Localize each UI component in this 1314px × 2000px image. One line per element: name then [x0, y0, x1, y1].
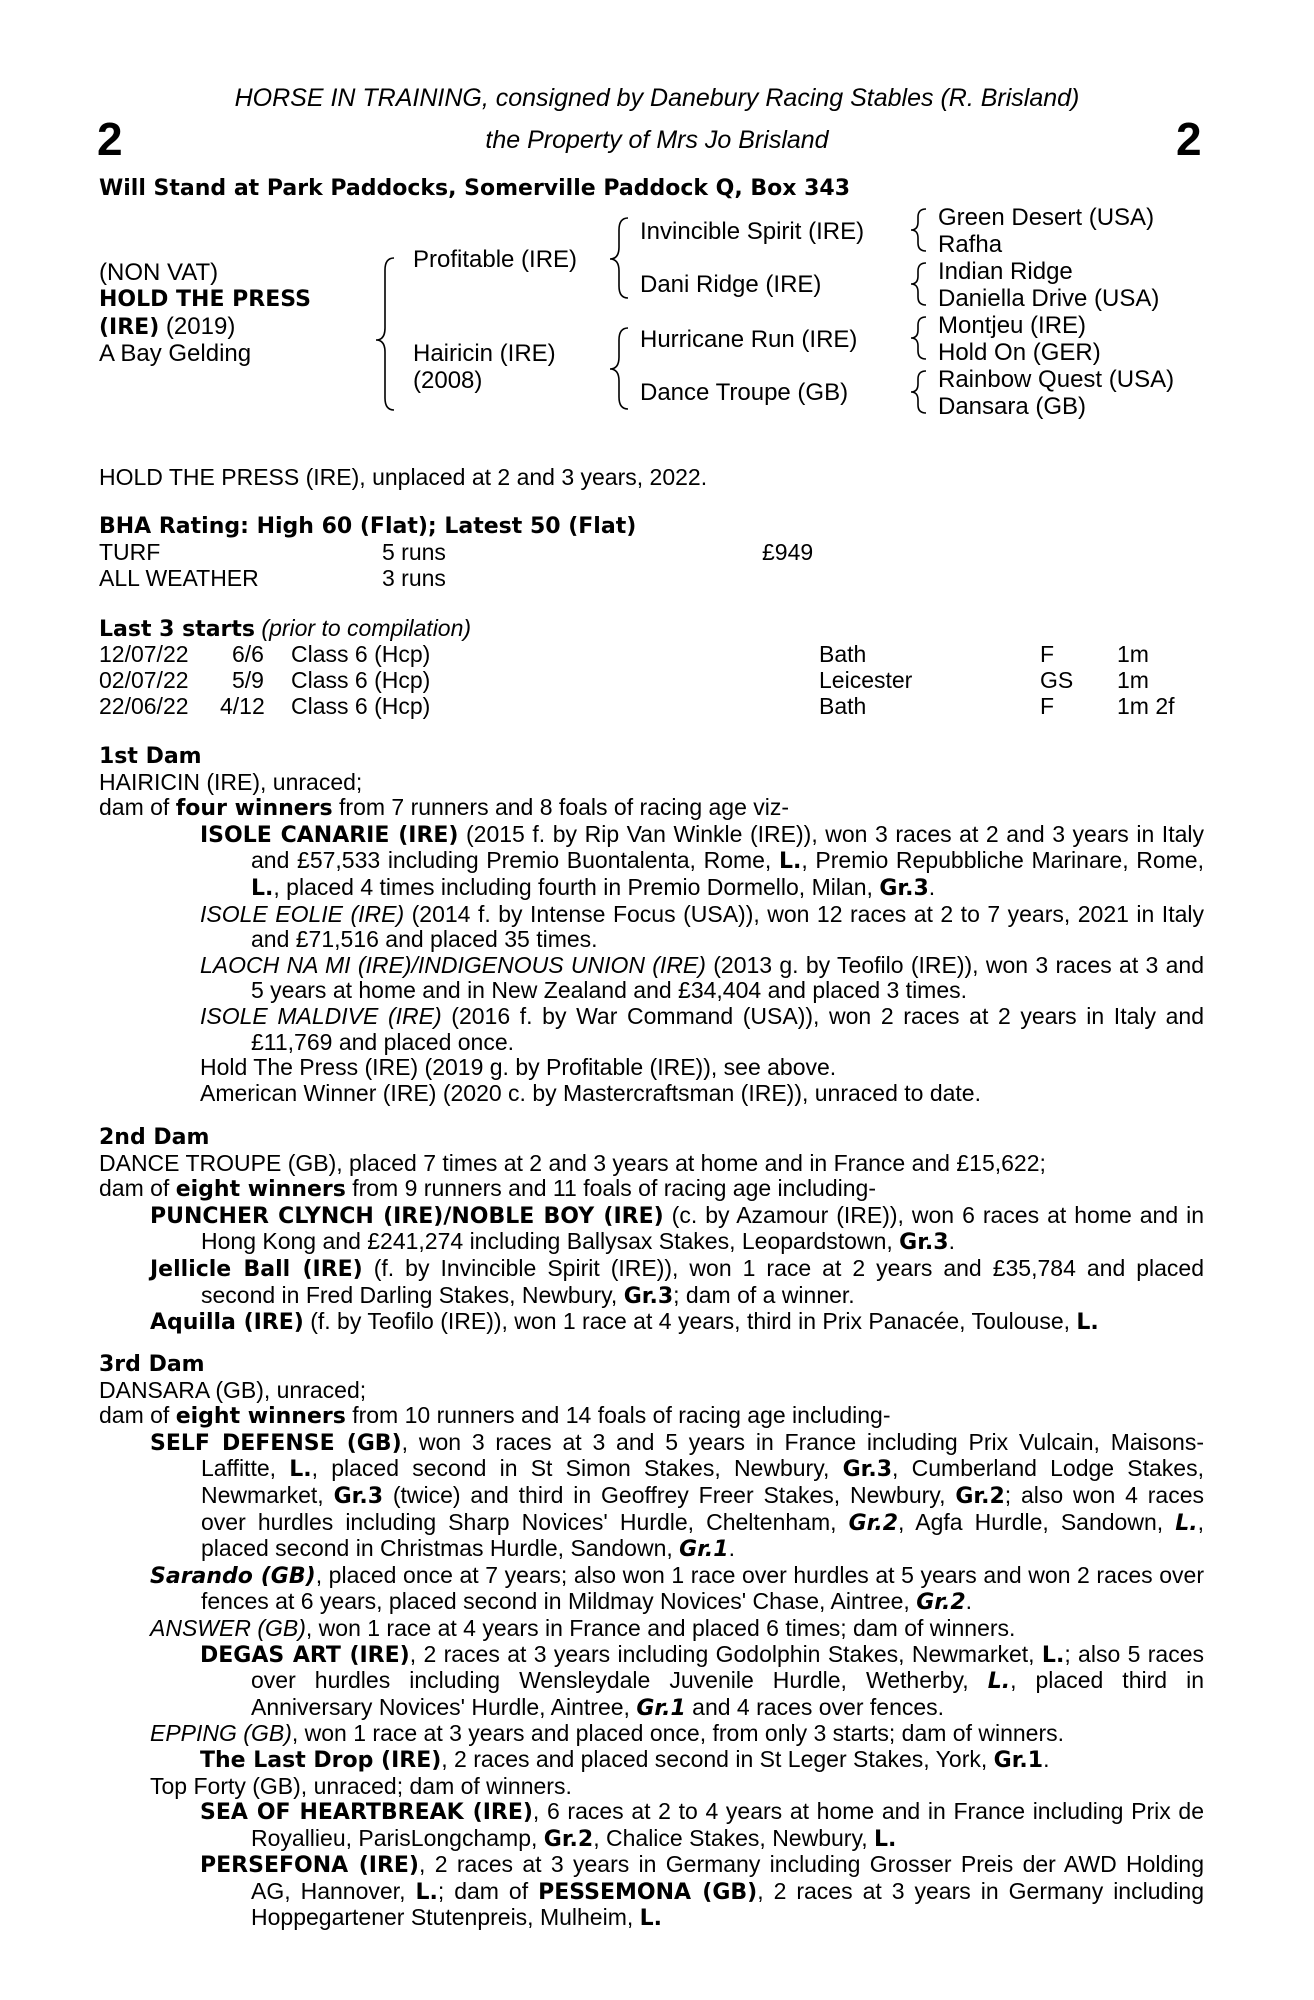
entry-text: , placed third in Anniversary Novices' Hurdle, Aintree, [251, 1667, 1204, 1720]
entry-text: , placed second in Christmas Hurdle, Sandown, [201, 1508, 1204, 1562]
first-dam-produce [99, 795, 1204, 822]
start-position: 4/12 [220, 693, 265, 719]
entry-text: ; dam of a winner. [673, 1281, 855, 1308]
entry-name: ANSWER (GB) [150, 1614, 306, 1641]
produce-detail: from 7 runners and 8 foals of racing age viz- [332, 794, 790, 821]
gg-8: Dansara (GB) [938, 393, 1087, 420]
entry-text: , placed second in St Simon Stakes, Newbury, [311, 1455, 843, 1482]
dam-year: (2008) [413, 367, 483, 394]
racing-summary: HOLD THE PRESS (IRE), unplaced at 2 and 3 years, 2022. [99, 464, 708, 490]
entry-text: (2015 f. by Rip Van Winkle (IRE)), won 3 races at 2 and 3 years in Italy and £57,533 including Premio Buontalenta, Rome, [251, 820, 1204, 874]
gg-3: Indian Ridge [938, 258, 1073, 285]
entry-text: , won 1 race at 3 years and placed once, from only 3 starts; dam of winners. [291, 1720, 1065, 1747]
group-mark: Gr.3 [879, 875, 929, 901]
produce-entry [150, 1256, 1204, 1309]
entry-name: Aquilla (IRE) [150, 1310, 304, 1336]
last-starts-note: (prior to compilation) [255, 615, 472, 641]
start-course: Bath [819, 641, 867, 667]
start-position: 5/9 [232, 667, 264, 693]
last-starts-title [99, 616, 471, 643]
entry-name: SEA OF HEARTBREAK (IRE) [200, 1800, 533, 1826]
group-mark: Gr.2 [955, 1483, 1005, 1509]
start-race: Class 6 (Hcp) [291, 693, 431, 719]
entry-text: , won 1 race at 4 years in France and placed 6 times; dam of winners. [305, 1614, 1016, 1641]
start-date: 22/06/22 [99, 693, 189, 719]
start-going: F [1040, 693, 1055, 719]
entry-name: PERSEFONA (IRE) [200, 1853, 419, 1879]
consignor-line: HORSE IN TRAINING, consigned by Danebury Racing Stables (R. Brisland) [234, 84, 1080, 112]
second-dam-produce [99, 1176, 1204, 1203]
entry-text: (f. by Invincible Spirit (IRE)), won 1 race at 2 years and £35,784 and placed second in Fred Darling Stakes, Newbury, [201, 1254, 1205, 1308]
jumps-listed-mark: L. [1175, 1510, 1198, 1536]
entry-text: . [928, 873, 936, 900]
second-dam-heading: 2nd Dam [99, 1125, 210, 1150]
entry-name: The Last Drop (IRE) [200, 1747, 442, 1773]
gg-4: Daniella Drive (USA) [938, 285, 1160, 312]
produce-entry [200, 1004, 1204, 1055]
vat-status: (NON VAT) [99, 259, 219, 286]
gg-2: Rafha [938, 231, 1003, 258]
entry-name: DEGAS ART (IRE) [200, 1642, 410, 1668]
group-mark: Gr.1 [993, 1747, 1044, 1773]
entry-text: , Premio Repubbliche Marinare, Rome, [801, 847, 1204, 874]
group-mark: Gr.3 [899, 1230, 949, 1256]
entry-name: Sarando (GB) [150, 1563, 316, 1589]
listed-mark: L. [639, 1906, 663, 1932]
entry-text: (2016 f. by War Command (USA)), won 2 races at 2 years in Italy and £11,769 and placed once. [251, 1002, 1204, 1055]
entry-text: (f. by Teofilo (IRE)), won 1 race at 4 years, third in Prix Panacée, Toulouse, [303, 1308, 1077, 1335]
gg-6: Hold On (GER) [938, 339, 1101, 366]
start-course: Leicester [819, 667, 913, 693]
dam: Hairicin (IRE) [413, 340, 556, 367]
jumps-group-mark: Gr.2 [848, 1510, 899, 1536]
produce-entry: Top Forty (GB), unraced; dam of winners. [150, 1772, 572, 1799]
entry-name: Jellicle Ball (IRE) [150, 1256, 363, 1282]
gg-1: Green Desert (USA) [938, 204, 1155, 231]
grand-produce-entry [200, 1642, 1204, 1722]
entry-text: , 6 races at 2 to 4 years at home and in France including Prix de Royallieu, ParisLongchamp, [251, 1798, 1204, 1851]
listed-mark: L. [874, 1826, 897, 1852]
start-distance: 1m [1117, 667, 1149, 693]
produce-detail: from 10 runners and 14 foals of racing age including- [345, 1402, 891, 1429]
listed-mark: L. [1041, 1642, 1065, 1668]
rating-runs: 5 runs [382, 539, 446, 565]
first-dam-line: HAIRICIN (IRE), unraced; [99, 768, 363, 795]
lot-number-left: 2 [97, 113, 123, 165]
entry-text: . [1043, 1745, 1050, 1772]
entry-text: . [965, 1588, 973, 1615]
jumps-group-mark: Gr.1 [679, 1537, 729, 1563]
gg-5: Montjeu (IRE) [938, 312, 1087, 339]
produce-detail: from 9 runners and 11 foals of racing age including- [345, 1175, 876, 1202]
jumps-group-mark: Gr.2 [916, 1590, 966, 1616]
rating-surface: TURF [99, 539, 161, 565]
entry-text: , placed 4 times including fourth in Premio Dormello, Milan, [273, 873, 880, 900]
second-dam-line: DANCE TROUPE (GB), placed 7 times at 2 and 3 years at home and in France and £15,622; [99, 1149, 1046, 1176]
produce-entry [150, 1309, 1204, 1336]
winner-count: four winners [175, 796, 333, 822]
produce-entry [150, 1721, 1204, 1747]
entry-text: (c. by Azamour (IRE)), won 6 races at home and in Hong Kong and £241,274 including Ballysax Stakes, Leopardstown, [201, 1201, 1205, 1255]
start-distance: 1m [1117, 641, 1149, 667]
dam-of: dam of [99, 1175, 176, 1202]
start-race: Class 6 (Hcp) [291, 667, 431, 693]
group-mark: Gr.3 [333, 1483, 383, 1509]
entry-text: ; also won 4 races over hurdles including Sharp Novices' Hurdle, Cheltenham, [201, 1481, 1204, 1535]
group-mark: Gr.3 [842, 1457, 893, 1483]
start-date: 12/07/22 [99, 641, 189, 667]
listed-mark: L. [289, 1457, 312, 1483]
entry-text: , 2 races at 3 years in Germany including Grosser Preis der AWD Holding AG, Hannover, [251, 1851, 1205, 1904]
entry-text: , placed once at 7 years; also won 1 race over hurdles at 5 years and won 2 races over fences at 6 years, placed second in Mildmay Novices' Chase, Aintree, [201, 1561, 1204, 1615]
listed-mark: L. [778, 849, 802, 875]
start-distance: 1m 2f [1117, 693, 1175, 719]
third-dam-section [99, 1352, 1204, 1932]
produce-entry: Hold The Press (IRE) (2019 g. by Profitable (IRE)), see above. [200, 1054, 837, 1081]
produce-entry [150, 1430, 1204, 1563]
last-starts-heading: Last 3 starts [99, 617, 256, 642]
listed-mark: L. [1076, 1310, 1099, 1336]
dam-sire: Hurricane Run (IRE) [640, 326, 858, 353]
third-dam-line: DANSARA (GB), unraced; [99, 1376, 367, 1403]
grand-produce-entry [200, 1799, 1204, 1852]
entry-text: , won 3 races at 3 and 5 years in France including Prix Vulcain, Maisons-Laffitte, [201, 1428, 1204, 1482]
sire-sire: Invincible Spirit (IRE) [640, 218, 865, 245]
bha-rating: BHA Rating: High 60 (Flat); Latest 50 (Flat) [99, 514, 637, 539]
lot-number-right: 2 [1176, 113, 1202, 165]
jumps-group-mark: Gr.1 [636, 1695, 686, 1721]
entry-name: ISOLE EOLIE (IRE) [200, 900, 405, 927]
winner-count: eight winners [175, 1177, 346, 1203]
grand-produce-entry [200, 1747, 1204, 1774]
sire: Profitable (IRE) [413, 246, 578, 273]
entry-text: (2013 g. by Teofilo (IRE)), won 3 races at 3 and 5 years at home and in New Zealand and £34,404 and placed 3 times. [251, 951, 1204, 1004]
first-dam-section [99, 744, 1204, 1106]
dam-dam: Dance Troupe (GB) [640, 379, 849, 406]
entry-text: and 4 races over fences. [685, 1693, 945, 1720]
entry-text: ; dam of [437, 1877, 539, 1904]
entry-name: LAOCH NA MI (IRE)/INDIGENOUS UNION (IRE) [200, 951, 706, 978]
start-going: F [1040, 641, 1055, 667]
produce-entry [200, 902, 1204, 953]
dam-of: dam of [99, 1402, 176, 1429]
group-mark: Gr.2 [543, 1826, 594, 1852]
entry-text: (twice) and third in Geoffrey Freer Stakes, Newbury, [383, 1481, 956, 1508]
horse-name: HOLD THE PRESS [99, 287, 311, 312]
entry-text: , Chalice Stakes, Newbury, [593, 1824, 875, 1851]
listed-mark: L. [251, 875, 274, 901]
property-line: the Property of Mrs Jo Brisland [485, 126, 829, 154]
entry-text: ; also 5 races over hurdles including Wensleydale Juvenile Hurdle, Wetherby, [251, 1640, 1204, 1694]
produce-entry [150, 1563, 1204, 1616]
dam-of: dam of [99, 794, 176, 821]
horse-name-suffix: (IRE) [99, 315, 160, 340]
start-going: GS [1040, 667, 1074, 693]
entry-text: , 2 races at 3 years in Germany including Hoppegartener Stutenpreis, Mulheim, [251, 1877, 1204, 1931]
group-mark: Gr.3 [623, 1283, 674, 1309]
start-course: Bath [819, 693, 867, 719]
entry-text: . [948, 1228, 955, 1255]
start-race: Class 6 (Hcp) [291, 641, 431, 667]
produce-entry [150, 1203, 1204, 1256]
entry-text: , Cumberland Lodge Stakes, Newmarket, [201, 1455, 1204, 1508]
produce-entry [200, 953, 1204, 1004]
first-dam-heading: 1st Dam [99, 744, 202, 769]
grand-produce-entry [200, 1852, 1204, 1932]
listed-mark: L. [415, 1879, 438, 1905]
rating-prize: £949 [762, 539, 814, 565]
entry-name: PESSEMONA (GB) [538, 1879, 758, 1905]
entry-text: , Agfa Hurdle, Sandown, [898, 1508, 1176, 1535]
entry-name: SELF DEFENSE (GB) [150, 1430, 402, 1456]
produce-entry [200, 822, 1204, 902]
sire-dam: Dani Ridge (IRE) [640, 271, 822, 298]
start-date: 02/07/22 [99, 667, 189, 693]
entry-name: EPPING (GB) [150, 1720, 292, 1747]
third-dam-heading: 3rd Dam [99, 1352, 205, 1377]
jumps-listed-mark: L. [987, 1669, 1011, 1695]
entry-text: . [728, 1535, 735, 1562]
produce-entry: American Winner (IRE) (2020 c. by Mastercraftsman (IRE)), unraced to date. [200, 1079, 981, 1106]
stable-location: Will Stand at Park Paddocks, Somerville Paddock Q, Box 343 [99, 176, 851, 201]
third-dam-produce [99, 1403, 1204, 1430]
second-dam-section [99, 1125, 1204, 1336]
rating-surface: ALL WEATHER [99, 565, 259, 591]
horse-year: (2019) [159, 313, 236, 340]
start-position: 6/6 [232, 641, 264, 667]
produce-entry [150, 1616, 1204, 1642]
entry-text: , 2 races at 3 years including Godolphin Stakes, Newmarket, [409, 1640, 1042, 1667]
entry-text: , 2 races and placed second in St Leger Stakes, York, [441, 1745, 994, 1772]
entry-name: ISOLE CANARIE (IRE) [200, 822, 459, 848]
entry-name: PUNCHER CLYNCH (IRE)/NOBLE BOY (IRE) [150, 1203, 664, 1229]
rating-runs: 3 runs [382, 565, 446, 591]
entry-text: (2014 f. by Intense Focus (USA)), won 12 races at 2 to 7 years, 2021 in Italy and £71,516 and placed 35 times. [251, 900, 1204, 953]
gg-7: Rainbow Quest (USA) [938, 366, 1175, 393]
horse-description: A Bay Gelding [99, 340, 252, 367]
winner-count: eight winners [175, 1404, 346, 1430]
entry-name: ISOLE MALDIVE (IRE) [200, 1002, 442, 1029]
